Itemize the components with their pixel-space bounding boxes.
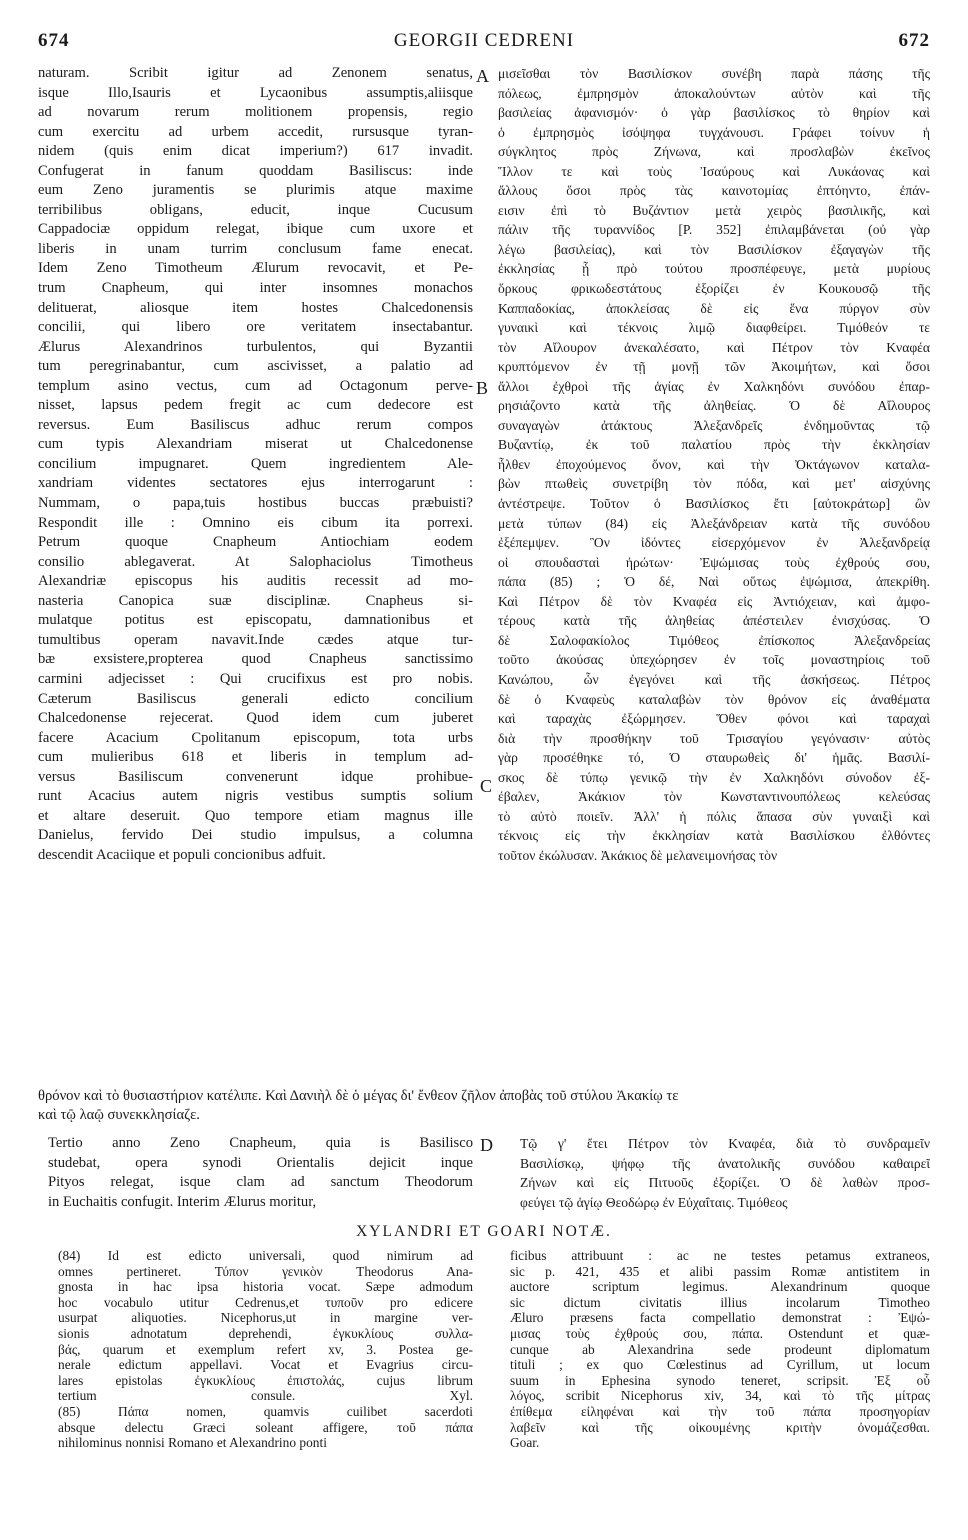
latin-text-line: nisset, lapsus pedem fregit ac cum dedecore est (38, 397, 473, 414)
latin-text-line: Ælurus Alexandrinos turbulentos, qui Byzantii (38, 338, 473, 355)
note-line: gnosta in hac ipsa historia vocat. Sæpe admodum (58, 1279, 473, 1295)
latin-text-line: terribilibus obligans, educit, inque Cucusum (38, 201, 473, 218)
greek-text-line: ἀντέστρεψε. Τοῦτον ὁ Βασιλίσκος ἔτι [αὐτοκράτωρ] ὢν (498, 496, 930, 512)
greek-text-line: γὰρ προσέθηκε τό, Ὁ σταυρωθεὶς δι' ἡμᾶς. Βασιλί- (498, 750, 930, 766)
note-line: sic p. 421, 435 et alibi passim Romæ antistitem in (510, 1263, 930, 1279)
latin-text-line: runt Acacius autem nigris vestibus sumptis solium (38, 788, 473, 805)
note-line: λαβεῖν καὶ τῆς οἰκουμένης κριτὴν ὀνομάζεσθαι. (510, 1419, 930, 1435)
greek-text-line: τὸν Αἴλουρον ἀνεκαλέσατο, καὶ Πέτρον τὸν Κναφέα (498, 339, 930, 355)
latin-text-line: concilium impugnaret. Quem ingredientem Ale- (38, 455, 473, 472)
latin-text-line: cum typis Alexandriam miserat ut Chalcedonense (38, 436, 473, 453)
latin-text-line: Confugerat in fanum quoddam Basiliscus: inde (38, 162, 473, 179)
greek-text-line: λέγω βασιλείας), καὶ τὸν Βασιλίσκον ἐξαγαγὼν τῆς (498, 241, 930, 257)
latin-column-continued (48, 1134, 473, 1212)
latin-text-line: Respondit ille : Omnino eis cibum ita porrexi. (38, 514, 473, 531)
note-line: βάς, quarum et exemplum refert xv, 3. Postea ge- (58, 1341, 473, 1357)
latin-text-line: in Euchaitis confugit. Interim Ælurus moritur, (48, 1193, 317, 1210)
greek-text-line: ἐκκλησίας ᾗ πρὸ τούτου προσπέφευγε, μετὰ μυρίους (498, 261, 930, 277)
latin-text-line: Chalcedonense rejecerat. Quod idem cum juberet (38, 710, 473, 727)
greek-text-line: τέρους κατὰ τῆς ἀληθείας ἀπέστειλεν ἐνισχύσας. Ὁ (498, 613, 930, 629)
latin-text-line: Cæterum Basiliscus generali edicto concilium (38, 690, 473, 707)
latin-text-line: facere Acacium Cpolitanum episcopum, tota urbs (38, 729, 473, 746)
latin-text-line: trum Cnapheum, qui inter insomnes monachos (38, 280, 473, 297)
greek-text-line: πόλεως, ἐμπρησμὸν ἀποκαλούντων αὐτὸν καὶ τῆς (498, 85, 930, 101)
note-line: nihilominus nonnisi Romano et Alexandrino ponti (58, 1435, 327, 1451)
margin-letter-d: D (480, 1135, 493, 1155)
note-line: sic dictum civitatis illius incolarum Timotheo (510, 1294, 930, 1310)
greek-text-line: τοῦτον ἐκώλυσαν. Ἀκάκιος δὲ μελανειμονήσας τὸν (498, 847, 778, 863)
latin-text-line: eum Zeno juramentis se plurimis atque maxime (38, 182, 473, 199)
greek-text-line: βὼν πτωθεὶς συνετρίβη τὸν πόδα, καὶ μετ' αἰσχύνης (498, 476, 930, 492)
notes-title: XYLANDRI ET GOARI NOTÆ. (356, 1223, 612, 1240)
greek-text-line: ρησιάζοντο κατὰ τῆς ἀληθείας. Ὁ δὲ Αἴλουρος (498, 398, 930, 414)
latin-text-line: xandriam videntes sectatores ejus interrogarunt : (38, 475, 473, 492)
page-number-left: 674 (38, 30, 70, 51)
latin-text-line: versus Basiliscum convenerunt idque prohibue- (38, 768, 473, 785)
latin-text-line: Cappadociæ oppidum relegat, ibique cum uxore et (38, 221, 473, 238)
latin-column (38, 64, 473, 865)
greek-text-line: φεύγει τῷ ἁγίῳ Θεοδώρῳ ἐν Εὐχαΐταις. Τιμόθεος (520, 1194, 788, 1210)
full-width-text-line: θρόνον καὶ τὸ θυσιαστήριον κατέλιπε. Καὶ Δανιὴλ δὲ ὁ μέγας δι' ἔνθεον ζῆλον ἀποβὰς τοῦ στύλου Ἀκακίῳ τε (38, 1088, 679, 1104)
latin-text-line: ad novarum rerum molitionem propensis, regio (38, 104, 473, 121)
greek-text-line: τὸ αὐτὸ ποιεῖν. Ἀλλ' ἡ πόλις ἅπασα σὺν γυναιξὶ καὶ (498, 808, 930, 824)
note-line: absque delectu Græci soleant affigere, τοῦ πάπα (58, 1419, 473, 1435)
latin-text-line: Petrum quoque Cnapheum Antiochiam eodem (38, 534, 473, 551)
latin-text-line: et altare deseruit. Quo tempore etiam magnus ille (38, 807, 473, 824)
greek-text-line: μετὰ τύπων (84) εἰς Ἀλεξάνδρειαν κατὰ τῆς συνόδου (498, 515, 930, 531)
greek-text-line: σκος δὲ τύπῳ γενικῷ τὴν ἐν Χαλκηδόνι σύνοδον ἐξ- (498, 769, 930, 785)
greek-text-line: οἱ σπουδασταὶ ἠρώτων· Ἐψώμισας τοὺς ἐχθρούς σου, (498, 554, 930, 570)
latin-text-line: mulatque potitus est episcopatu, damnationibus et (38, 612, 473, 629)
greek-text-line: έβαλεν, Ἀκάκιον τὸν Κωνσταντινουπόλεως κελεύσας (498, 789, 930, 805)
note-line: auctore scriptum legimus. Alexandrinum quoque (510, 1279, 930, 1295)
note-line: hoc vocabulo utitur Cedrenus,et τυποῦν pro edicere (58, 1294, 473, 1310)
full-width-greek-text (38, 1087, 930, 1125)
greek-text-line: γυναικὶ καὶ τέκνοις λιμῷ διαφθείρει. Τιμόθεόν τε (498, 320, 930, 336)
latin-text-line: liberis in unam turrim conclusum fame enecat. (38, 240, 473, 257)
greek-text-line: Βασιλίσκῳ, ψήφῳ τῆς ἀνατολικῆς συνόδου καθαιρεῖ (520, 1155, 930, 1171)
margin-letter-b: B (476, 378, 489, 398)
latin-text-line: Danielus, fervido Dei studio impulsus, a columna (38, 827, 473, 844)
latin-text-line: delituerat, aliosque item hostes Chalcedonensis (38, 299, 473, 316)
latin-text-line: templum asino vectus, cum ad Octagonum perve- (38, 377, 473, 394)
note-line: tertium consule. Xyl. (58, 1388, 473, 1404)
note-line: usurpat aliquoties. Nicephorus,ut in margine ver- (58, 1310, 473, 1326)
latin-text-line: carmini adjecisset : Qui crucifixus est pro nobis. (38, 670, 473, 687)
note-line: omnes pertineret. Τύπον γενικὸν Theodorus Ana- (58, 1263, 473, 1279)
latin-text-line: Pityos relegat, isque clam ad sanctum Theodorum (48, 1174, 473, 1190)
note-line: ἐπίθεμα εἰληφέναι καὶ τὴν τοῦ πάπα προσηγορίαν (510, 1403, 930, 1419)
greek-text-line: κρυπτόμενον ἐν τῇ μονῇ τῶν Ἀκοιμήτων, καὶ ὅσοι (498, 359, 930, 375)
latin-text-line: naturam. Scribit igitur ad Zenonem senatus, (38, 65, 473, 81)
notes-right-column (510, 1248, 930, 1451)
page-number-right: 672 (898, 30, 930, 51)
note-line: (85) Πάπα nomen, quamvis cuilibet sacerdoti (58, 1403, 473, 1419)
note-line: tituli ; ex quo Cœlestinus ad Cyrillum, ut locum (510, 1357, 930, 1373)
latin-text-line: cum exercitu ad urbem accedit, rursusque tyran- (38, 123, 473, 140)
greek-text-line: Καὶ Πέτρον δὲ τὸν Κναφέα εἰς Ἀντιόχειαν, καὶ ἀμφο- (498, 593, 930, 609)
greek-column-continued (520, 1134, 930, 1212)
notes-left-column (58, 1248, 473, 1451)
greek-text-line: διὰ τὴν προσθήκην τοῦ Τρισαγίου γεγόνασιν· αὐτὸς (498, 730, 930, 746)
greek-text-line: ἐξέπεμψεν. Ὃν ἰδόντες εἰσερχόμενον ἐν Ἀλεξανδρείᾳ (498, 535, 930, 551)
greek-text-line: βασιλείας ἀφανισμόν· ὁ γὰρ βασιλίσκος τὸ θηρίον καὶ (498, 105, 930, 121)
running-title: GEORGII CEDRENI (393, 30, 575, 51)
greek-text-line: καὶ ταραχὰς ἐξώρμησεν. Ὅθεν φόνοι καὶ ταραχαὶ (498, 711, 930, 727)
latin-text-line: descendit Acaciique et populi concionibus adfuit. (38, 846, 326, 863)
greek-text-line: ἄλλους ὅσοι πρὸς τὰς καινοτομίας ἐπτόηντο, ἐπάν- (498, 183, 930, 199)
latin-text-line: tum peregrinabantur, cum ascivisset, a palatio ad (38, 358, 473, 375)
greek-text-line: Τῷ γ' ἔτει Πέτρον τὸν Κναφέα, διὰ τὸ συνδραμεῖν (520, 1136, 930, 1151)
greek-text-line: μισεῖσθαι τὸν Βασιλίσκον συνέβη παρὰ πάσης τῆς (498, 66, 930, 81)
note-line: suum in Ephesina synodo teneret, scripsit. Ἐξ οὗ (510, 1372, 930, 1388)
note-line: Goar. (510, 1435, 540, 1451)
note-line: cunque ab Alexandrina sede prodeunt diplomatum (510, 1341, 930, 1357)
note-line: lares epistolas ἐγκυκλίους ἐπιστολάς, cujus librum (58, 1372, 473, 1388)
greek-column (498, 64, 930, 865)
note-line: nerale edictum appellavi. Vocat et Evagrius circu- (58, 1357, 473, 1373)
latin-text-line: isque Illo,Isauris et Lycaonibus assumptis,aliisque (38, 84, 473, 101)
latin-text-line: Alexandriæ episcopus his auditis recessit ad mo- (38, 573, 473, 590)
greek-text-line: Ἴλλον τε καὶ τοὺς Ἰσαύρους καὶ Λυκάονας καὶ (498, 163, 930, 179)
greek-text-line: ὅρκους φρικωδεστάτους ἐξορίζει ἐν Κουκουσῷ τῆς (498, 281, 930, 297)
greek-text-line: εισιν ἐπὶ τὸ Βυζάντιον μετὰ χειρὸς βασιλικῆς, καὶ (498, 202, 930, 218)
latin-text-line: concilii, qui libero ore veritatem insectabantur. (38, 319, 473, 336)
full-width-text-line: καὶ τῷ λαῷ συνεκκλησίαζε. (38, 1107, 200, 1123)
greek-text-line: ἄλλοι ἐχθροὶ τῆς ἁγίας ἐν Χαλκηδόνι συνόδου ἐπαρ- (498, 378, 930, 394)
note-line: sionis adnotatum deprehendi, ἐγκυκλίους συλλα- (58, 1325, 473, 1341)
page-header (38, 30, 930, 58)
latin-text-line: tumultibus operam navavit.Inde cædes atque tur- (38, 631, 473, 648)
latin-text-line: bæ exsistere,propterea quod Cnapheus sanctissimo (38, 651, 473, 668)
latin-text-line: nasteria Canopica suæ disciplinæ. Cnapheus si- (38, 592, 473, 609)
greek-text-line: τοῦτο ἀκούσας ὑπεχώρησεν ἐν τοῖς μοναστηρίοις τοῦ (498, 652, 930, 668)
greek-text-line: τέκνοις εἰς τὴν ἐκκλησίαν κατὰ Βασιλίσκου ἐλθόντες (498, 828, 930, 844)
note-line: ficibus attribuunt : ac ne testes petamus extraneos, (510, 1248, 930, 1263)
latin-text-line: Nummam, o papa,tuis hostibus buccas præbuisti? (38, 495, 473, 512)
greek-text-line: δὲ ὁ Κναφεὺς καταλαβὼν τὸν θρόνον εἰς ἀναθέματα (498, 691, 930, 707)
greek-text-line: πάλιν τῆς τυραννίδος [P. 352] ἐπιλαμβάνεται (οὐ γὰρ (498, 222, 930, 238)
greek-text-line: συναγαγὼν ἀτάκτους Ἀλεξανδρεῖς ἐνδημοῦντας τῷ (498, 417, 930, 433)
greek-text-line: ἦλθεν ἐποχούμενος ὄνον, καὶ τὴν Ὀκτάγωνον καταλα- (498, 456, 930, 472)
latin-text-line: nidem (quis enim dicat imperium?) 617 invadit. (38, 143, 473, 160)
latin-text-line: studebat, opera synodi Orientalis dejicit inque (48, 1154, 473, 1171)
greek-text-line: σύγκλητος πρὸς Ζήνωνα, καὶ προσλαβὼν ἐκεῖνος (498, 144, 930, 160)
note-line: (84) Id est edicto universali, quod nimirum ad (58, 1248, 473, 1263)
note-line: Æluro præsens facta compellatio demonstrat : Ἐψώ- (510, 1310, 930, 1326)
greek-text-line: Κανώπου, ὧν ἐγεγόνει καὶ τῆς ἀσκήσεως. Πέτρος (498, 671, 930, 687)
latin-text-line: cum mulieribus 618 et liberis in templum ad- (38, 749, 473, 766)
margin-letter-a: A (476, 66, 489, 86)
latin-text-line: reversus. Eum Basiliscus adhuc rerum compos (38, 416, 473, 433)
greek-text-line: Βυζαντίῳ, ἐκ τοῦ παλατίου πρὸς τὴν ἐκκλησίαν (498, 437, 930, 453)
latin-text-line: consilio ablegaverat. At Salophaciolus Timotheus (38, 553, 473, 570)
greek-text-line: πάπα (85) ; Ὁ δέ, Ναὶ οὕτως ἐψώμισα, ἀπεκρίθη. (498, 574, 930, 590)
latin-text-line: Idem Zeno Timotheum Ælurum revocavit, et Pe- (38, 260, 473, 277)
note-line: μισας τοὺς ἐχθρούς σου, πάπα. Ostendunt et quæ- (510, 1325, 930, 1341)
greek-text-line: δὲ Σαλοφακίολος Τιμόθεος ἐπίσκοπος Ἀλεξανδρείας (498, 632, 930, 648)
note-line: λόγος, scribit Nicephorus xiv, 34, καὶ τὸ τῆς μίτρας (510, 1388, 930, 1404)
latin-text-line: Tertio anno Zeno Cnapheum, quia is Basilisco (48, 1135, 473, 1151)
greek-text-line: Ζήνων καὶ εἰς Πιτυοῦς ἐξορίζει. Ὁ δὲ λαθὼν προσ- (520, 1175, 930, 1190)
greek-text-line: ὁ ἐμπρησμὸς ἰσόψηφα τυγχάνουσι. Γράφει τοίνυν ἡ (498, 124, 930, 140)
greek-text-line: Καππαδοκίας, ἀποκλείσας δὲ εἰς ἕνα πύργον σὺν (498, 300, 930, 316)
margin-letter-c: C (480, 776, 493, 796)
